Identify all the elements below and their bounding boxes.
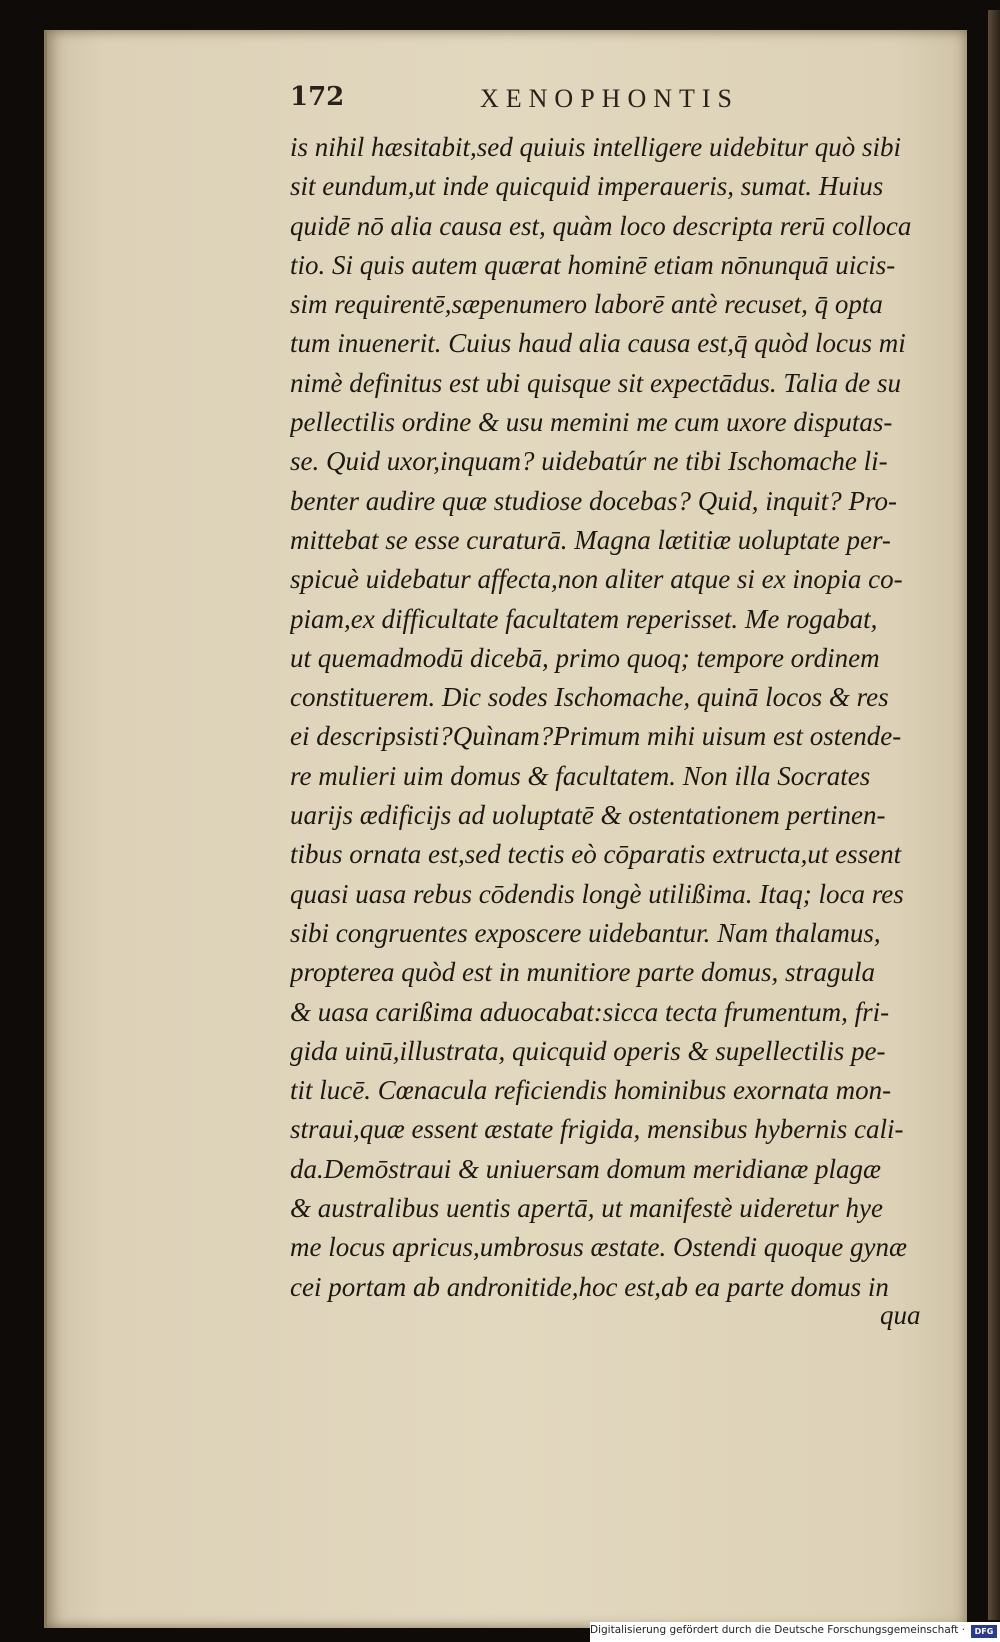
- text-line: nimè definitus est ubi quisque sit expectādus. Talia de su: [290, 367, 901, 398]
- text-line: sibi congruentes exposcere uidebantur. Nam thalamus,: [290, 917, 881, 948]
- text-line: quidē nō alia causa est, quàm loco descripta rerū colloca: [290, 210, 912, 241]
- text-line: sit eundum,ut inde quicquid imperaueris, sumat. Huius: [290, 171, 884, 202]
- text-line: piam,ex difficultate facultatem reperisset. Me rogabat,: [290, 603, 878, 634]
- text-line: pellectilis ordine & usu memini me cum uxore disputas-: [290, 407, 893, 438]
- text-line: me locus apricus,umbrosus æstate. Ostendi quoque gynæ: [290, 1232, 907, 1263]
- page-header: [290, 82, 760, 112]
- text-line: is nihil hæsitabit,sed quiuis intelligere uidebitur quò sibi: [290, 132, 902, 162]
- page-number: 172: [290, 82, 345, 112]
- text-line: tum inuenerit. Cuius haud alia causa est,q̄ quòd locus mi: [290, 328, 906, 359]
- text-line: propterea quòd est in munitiore parte domus, stragula: [290, 957, 875, 988]
- digitization-footer: [590, 1622, 1000, 1642]
- text-line: ei descripsisti?Quìnam?Primum mihi uisum est ostende-: [290, 721, 902, 752]
- text-line: straui,quæ essent æstate frigida, mensibus hybernis cali-: [290, 1114, 904, 1145]
- funding-credit: Digitalisierung gefördert durch die Deutsche Forschungsgemeinschaft ·: [590, 1624, 966, 1636]
- text-line: re mulieri uim domus & facultatem. Non illa Socrates: [290, 760, 871, 791]
- text-line: benter audire quæ studiose docebas? Quid, inquit? Pro-: [290, 485, 897, 516]
- text-line: ut quemadmodū dicebā, primo quoq; tempore ordinem: [290, 642, 880, 673]
- text-line: tibus ornata est,sed tectis eò cōparatis extructa,ut essent: [290, 839, 902, 870]
- text-line: gida uinū,illustrata, quicquid operis & supellectilis pe-: [290, 1035, 886, 1066]
- text-line: spicuè uidebatur affecta,non aliter atque si ex inopia co-: [290, 564, 903, 595]
- book-page-edge: [988, 10, 1000, 1620]
- catchword: qua: [880, 1300, 921, 1330]
- text-line: da.Demōstraui & uniuersam domum meridianæ plagæ: [290, 1153, 882, 1184]
- running-head: XENOPHONTIS: [480, 84, 739, 113]
- text-line: tit lucē. Cœnacula reficiendis hominibus exornata mon-: [290, 1075, 892, 1106]
- text-line: mittebat se esse curaturā. Magna lætitiæ uoluptate per-: [290, 524, 891, 555]
- text-line: & uasa carißima aduocabat:sicca tecta frumentum, fri-: [290, 996, 890, 1027]
- text-line: uarijs ædificijs ad uoluptatē & ostentationem pertinen-: [290, 800, 886, 831]
- text-line: tio. Si quis autem quærat hominē etiam nōnunquā uicis-: [290, 249, 896, 280]
- text-line: constituerem. Dic sodes Ischomache, quinā locos & res: [290, 682, 889, 713]
- dfg-logo: DFG: [971, 1625, 997, 1638]
- text-line: & australibus uentis apertā, ut manifestè uideretur hye: [290, 1193, 883, 1224]
- body-text: [290, 128, 940, 1307]
- text-line: sim requirentē,sæpenumero laborē antè recuset, q̄ opta: [290, 289, 883, 320]
- text-line: cei portam ab andronitide,hoc est,ab ea parte domus in: [290, 1271, 889, 1302]
- text-line: quasi uasa rebus cōdendis longè utilißima. Itaq; loca res: [290, 878, 904, 909]
- text-line: se. Quid uxor,inquam? uidebatúr ne tibi Ischomache li-: [290, 446, 888, 477]
